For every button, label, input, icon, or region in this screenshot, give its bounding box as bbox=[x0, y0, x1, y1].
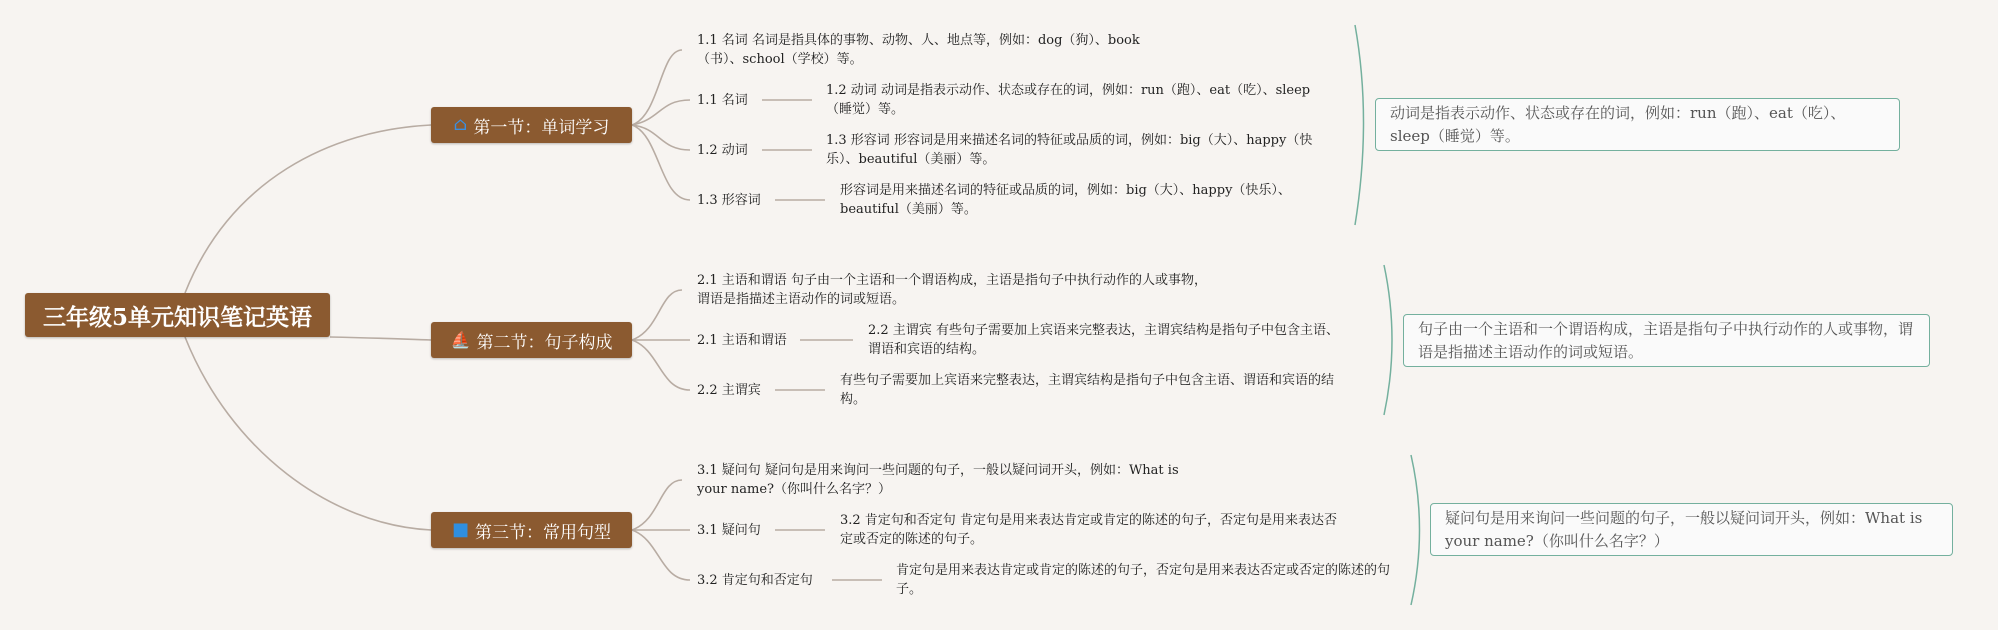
s1-item-2-label[interactable]: 1.2 动词 bbox=[697, 143, 748, 158]
s3-item-1-detail[interactable]: 3.2 肯定句和否定句 肯定句是用来表达肯定或肯定的陈述的句子，否定句是用来表达否定或否定的陈述的句子。 bbox=[840, 513, 1337, 547]
connector-s3-full bbox=[632, 480, 682, 530]
section-title: 第一节：单词学习 bbox=[473, 117, 610, 138]
s3-summary[interactable]: 疑问句是用来询问一些问题的句子，一般以疑问词开头，例如：What is your name?（你叫什么名字？） bbox=[1430, 503, 1953, 556]
s3-item-2-detail[interactable]: 肯定句是用来表达肯定或肯定的陈述的句子，否定句是用来表达否定或否定的陈述的句子。 bbox=[896, 563, 1391, 597]
s1-item-3-detail[interactable]: 形容词是用来描述名词的特征或品质的词，例如：big（大）、happy（快乐）、beautiful（美丽）等。 bbox=[840, 183, 1291, 217]
ship-icon: ⛵ bbox=[450, 330, 471, 349]
connector-s2-item2 bbox=[632, 340, 690, 390]
connector-root-s1 bbox=[185, 125, 431, 293]
section-node-2[interactable] bbox=[431, 322, 632, 358]
s2-item-2-detail[interactable]: 有些句子需要加上宾语来完整表达，主谓宾结构是指句子中包含主语、谓语和宾语的结构。 bbox=[840, 373, 1335, 407]
s3-item-1-label[interactable]: 3.1 疑问句 bbox=[697, 523, 761, 538]
summary-bracket-3 bbox=[1411, 455, 1420, 605]
connector-s1-item3 bbox=[632, 125, 690, 200]
s3-full-text[interactable]: 3.1 疑问句 疑问句是用来询问一些问题的句子，一般以疑问词开头，例如：What is your name?（你叫什么名字？） bbox=[697, 463, 1179, 497]
root-node[interactable]: 三年级5单元知识笔记英语 bbox=[25, 293, 330, 337]
connector-s1-item1 bbox=[632, 100, 690, 125]
s1-item-3-label[interactable]: 1.3 形容词 bbox=[697, 193, 761, 208]
summary-bracket-2 bbox=[1384, 265, 1392, 415]
connector-root-s2 bbox=[330, 337, 431, 340]
s1-summary[interactable]: 动词是指表示动作、状态或存在的词，例如：run（跑）、eat（吃）、sleep（睡觉）等。 bbox=[1375, 98, 1900, 151]
home-icon: ⌂ bbox=[453, 114, 468, 135]
connector-s2-full bbox=[632, 290, 682, 340]
s1-item-2-detail[interactable]: 1.3 形容词 形容词是用来描述名词的特征或品质的词，例如：big（大）、happy（快乐）、beautiful（美丽）等。 bbox=[826, 133, 1313, 167]
s1-item-1-label[interactable]: 1.1 名词 bbox=[697, 93, 748, 108]
section-node-1[interactable] bbox=[431, 107, 632, 143]
s2-item-1-label[interactable]: 2.1 主语和谓语 bbox=[697, 333, 787, 348]
section-title: 第二节：句子构成 bbox=[476, 332, 613, 353]
s3-item-2-label[interactable]: 3.2 肯定句和否定句 bbox=[697, 573, 813, 588]
s1-item-1-detail[interactable]: 1.2 动词 动词是指表示动作、状态或存在的词，例如：run（跑）、eat（吃）、sleep（睡觉）等。 bbox=[826, 83, 1311, 117]
s1-full-text[interactable]: 1.1 名词 名词是指具体的事物、动物、人、地点等，例如：dog（狗）、book（书）、school（学校）等。 bbox=[697, 33, 1140, 67]
s2-item-2-label[interactable]: 2.2 主谓宾 bbox=[697, 383, 761, 398]
s2-summary[interactable]: 句子由一个主语和一个谓语构成，主语是指句子中执行动作的人或事物，谓语是指描述主语动作的词或短语。 bbox=[1403, 314, 1930, 367]
section-node-3[interactable] bbox=[431, 512, 632, 548]
book-icon: ■ bbox=[451, 519, 469, 540]
connector-s3-item2 bbox=[632, 530, 690, 580]
section-title: 第三节：常用句型 bbox=[475, 522, 611, 543]
connector-root-s3 bbox=[185, 337, 431, 530]
s2-full-text[interactable]: 2.1 主语和谓语 句子由一个主语和一个谓语构成，主语是指句子中执行动作的人或事物，谓语是指描述主语动作的词或短语。 bbox=[697, 273, 1207, 307]
s2-item-1-detail[interactable]: 2.2 主谓宾 有些句子需要加上宾语来完整表达，主谓宾结构是指句子中包含主语、谓语和宾语的结构。 bbox=[868, 323, 1339, 357]
connector-s1-item2 bbox=[632, 125, 690, 150]
summary-bracket-1 bbox=[1355, 25, 1364, 225]
